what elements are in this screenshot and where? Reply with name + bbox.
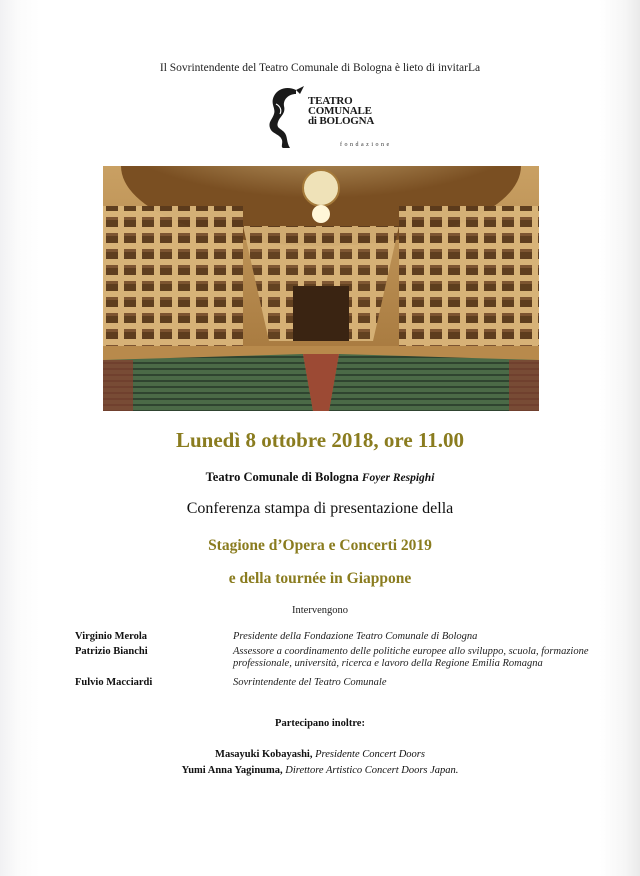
speaker-role: Presidente della Fondazione Teatro Comunale di Bologna — [233, 631, 478, 642]
theatre-logo — [266, 84, 392, 154]
logo-line-3: di BOLOGNA — [308, 115, 375, 127]
speakers-list — [75, 631, 615, 691]
speaker-name: Fulvio Macciardi — [75, 676, 153, 688]
theatre-interior-illustration — [103, 166, 539, 411]
conference-title: Conferenza stampa di presentazione della — [186, 500, 454, 517]
event-date: Lunedì 8 ottobre 2018, ore 11.00 — [176, 428, 464, 452]
horse-head-logo-icon — [266, 84, 310, 150]
speaker-row — [75, 677, 615, 690]
guest-row — [0, 747, 640, 763]
speaker-name: Virginio Merola — [75, 631, 148, 642]
speaker-role: Sovrintendente del Teatro Comunale — [233, 676, 387, 688]
event-venue — [0, 470, 640, 485]
guest-name: Masayuki Kobayashi, — [215, 749, 313, 760]
logo-wordmark — [308, 96, 374, 126]
guest-role: Presidente Concert Doors — [315, 749, 425, 760]
logo-line-2: COMUNALE — [308, 105, 372, 117]
speaker-row — [75, 646, 615, 671]
speaker-name: Patrizio Bianchi — [75, 645, 148, 657]
guests-heading: Partecipano inoltre: — [275, 718, 365, 729]
speaker-row — [75, 631, 615, 644]
logo-subtitle: fondazione — [340, 142, 392, 148]
speaker-role: Assessore a coordinamento delle politiche europee allo sviluppo, scuola, formazione professionale, università, ricerca e lavoro della Regione Emilia Romagna — [233, 645, 589, 669]
tour-title: e della tournée in Giappone — [228, 570, 412, 587]
invite-line: Il Sovrintendente del Teatro Comunale di Bologna è lieto di invitarLa — [159, 62, 481, 74]
guest-row — [0, 763, 640, 779]
venue-foyer: Foyer Respighi — [361, 472, 435, 484]
guest-role: Direttore Artistico Concert Doors Japan. — [285, 765, 459, 776]
theatre-interior-photo — [103, 166, 539, 411]
guests-list — [0, 747, 640, 779]
season-title: Stagione d’Opera e Concerti 2019 — [208, 537, 432, 554]
speakers-heading: Intervengono — [292, 605, 348, 616]
guest-name: Yumi Anna Yaginuma, — [181, 765, 283, 776]
venue-name: Teatro Comunale di Bologna — [205, 470, 359, 484]
logo-line-1: TEATRO — [308, 95, 353, 107]
